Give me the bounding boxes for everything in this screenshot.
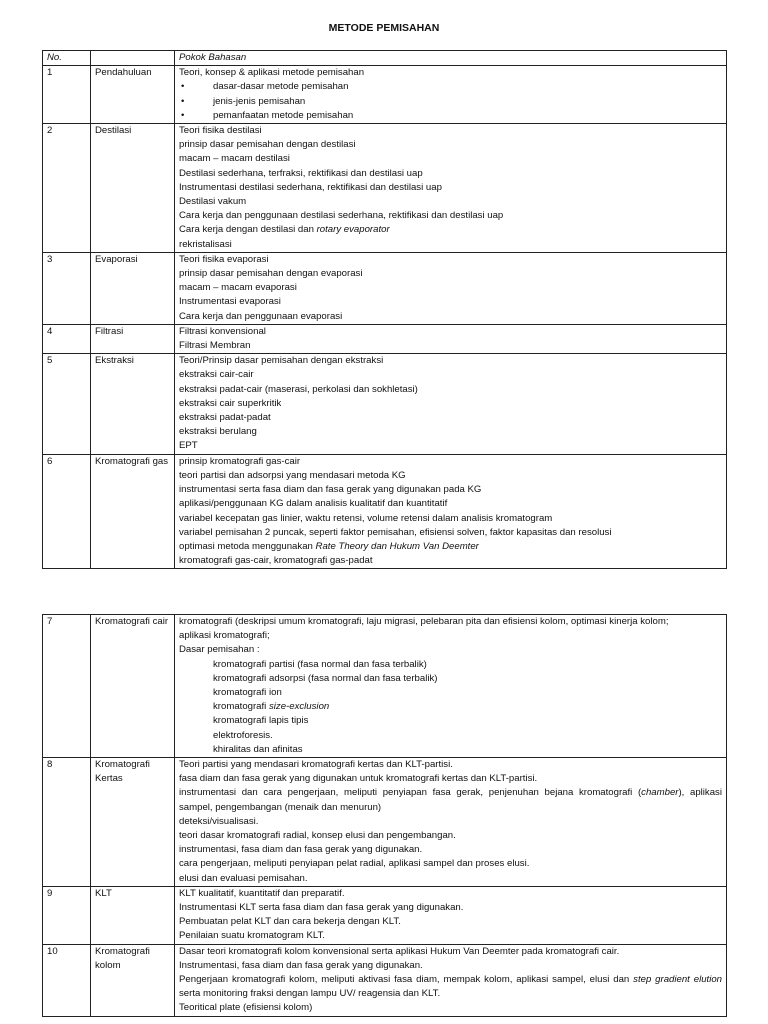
row-topic: Kromatografi cair bbox=[91, 615, 175, 758]
content-line bbox=[179, 540, 722, 554]
table-row bbox=[43, 615, 727, 758]
row-topic: Evaporasi bbox=[91, 252, 175, 324]
content-line: instrumentasi serta fasa diam dan fasa gerak yang digunakan pada KG bbox=[179, 484, 482, 496]
content-line: kromatografi lapis tipis bbox=[213, 715, 309, 727]
content-line bbox=[179, 223, 722, 237]
content-line: Penilaian suatu kromatogram KLT. bbox=[179, 930, 325, 942]
content-line: ekstraksi cair-cair bbox=[179, 369, 254, 381]
content-line: rekristalisasi bbox=[179, 238, 232, 250]
content-line: prinsip dasar pemisahan dengan evaporasi bbox=[179, 268, 363, 280]
row-content bbox=[175, 454, 727, 569]
content-line: variabel pemisahan 2 puncak, seperti faktor pemisahan, efisiensi solven, faktor kapasitas dan resolusi bbox=[179, 526, 612, 538]
content-line: KLT kualitatif, kuantitatif dan preparatif. bbox=[179, 887, 345, 899]
row-topic: Filtrasi bbox=[91, 324, 175, 353]
bullet-item bbox=[179, 80, 722, 94]
row-no: 9 bbox=[43, 886, 91, 944]
row-topic: Ekstraksi bbox=[91, 354, 175, 454]
content-line: Dasar teori kromatografi kolom konvensional serta aplikasi Hukum Van Deemter pada kromatografi cair. bbox=[179, 945, 620, 957]
content-line: elusi dan evaluasi pemisahan. bbox=[179, 872, 308, 884]
content-text: kromatografi bbox=[213, 701, 269, 713]
content-line: prinsip dasar pemisahan dengan destilasi bbox=[179, 139, 356, 151]
row-topic: KLT bbox=[91, 886, 175, 944]
content-line: jenis-jenis pemisahan bbox=[213, 95, 306, 107]
row-content bbox=[175, 615, 727, 758]
row-no: 10 bbox=[43, 944, 91, 1016]
content-line: macam – macam destilasi bbox=[179, 153, 290, 165]
bullet-item bbox=[179, 109, 722, 123]
content-line: kromatografi (deskripsi umum kromatografi, laju migrasi, pelebaran pita dan efisiensi kolom, optimasi kinerja kolom; bbox=[179, 616, 669, 627]
content-line: kromatografi gas-cair, kromatografi gas-padat bbox=[179, 555, 373, 567]
content-text: Cara kerja dengan destilasi dan bbox=[179, 224, 317, 236]
row-no: 6 bbox=[43, 454, 91, 569]
content-line: Cara kerja dan penggunaan destilasi sederhana, rektifikasi dan destilasi uap bbox=[179, 210, 504, 222]
content-line: Filtrasi konvensional bbox=[179, 325, 266, 337]
row-content bbox=[175, 324, 727, 353]
row-topic: Kromatografi kolom bbox=[91, 944, 175, 1016]
row-content bbox=[175, 66, 727, 124]
topics-table-1 bbox=[42, 50, 727, 569]
content-line: cara pengerjaan, meliputi penyiapan pelat radial, aplikasi sampel dan proses elusi. bbox=[179, 858, 530, 870]
header-no: No. bbox=[43, 51, 91, 66]
content-line bbox=[179, 973, 722, 1001]
content-text: serta monitoring fraksi dengan lampu UV/ reagensia dan KLT. bbox=[179, 988, 441, 1000]
row-content bbox=[175, 124, 727, 253]
content-line: Filtrasi Membran bbox=[179, 340, 251, 352]
header-pokok-bahasan: Pokok Bahasan bbox=[175, 51, 727, 66]
content-text-italic: Rate Theory dan Hukum Van Deemter bbox=[315, 540, 479, 552]
table-row bbox=[43, 886, 727, 944]
content-line: Teori fisika evaporasi bbox=[179, 253, 269, 265]
row-content bbox=[175, 886, 727, 944]
content-line: Pembuatan pelat KLT dan cara bekerja dengan KLT. bbox=[179, 916, 401, 928]
row-no: 8 bbox=[43, 758, 91, 887]
table-row bbox=[43, 66, 727, 124]
content-line: Teori partisi yang mendasari kromatografi kertas dan KLT-partisi. bbox=[179, 759, 453, 771]
row-topic: Destilasi bbox=[91, 124, 175, 253]
content-line: dasar-dasar metode pemisahan bbox=[213, 81, 349, 93]
content-line: aplikasi/penggunaan KG dalam analisis kualitatif dan kuantitatif bbox=[179, 498, 448, 510]
table-header-row bbox=[43, 51, 727, 66]
content-line: deteksi/visualisasi. bbox=[179, 815, 259, 827]
bullet-icon: • bbox=[181, 109, 185, 121]
content-line: ekstraksi padat-padat bbox=[179, 412, 271, 424]
content-line: aplikasi kromatografi; bbox=[179, 630, 270, 642]
header-topic bbox=[91, 51, 175, 66]
content-text: Pengerjaan kromatografi kolom, meliputi aktivasi fasa diam, mempak kolom, aplikasi sampel, elusi dan bbox=[179, 974, 634, 986]
content-line: Teori, konsep & aplikasi metode pemisahan bbox=[179, 67, 365, 79]
bullet-item bbox=[179, 95, 722, 109]
bullet-icon: • bbox=[181, 81, 185, 93]
content-line: ekstraksi padat-cair (maserasi, perkolasi dan sokhletasi) bbox=[179, 383, 418, 395]
content-line: instrumentasi, fasa diam dan fasa gerak yang digunakan. bbox=[179, 844, 423, 856]
content-line: elektroforesis. bbox=[213, 729, 273, 741]
content-line: kromatografi adsorpsi (fasa normal dan fasa terbalik) bbox=[213, 672, 438, 684]
content-line: ekstraksi cair superkritik bbox=[179, 397, 282, 409]
content-line: ekstraksi berulang bbox=[179, 426, 257, 438]
content-line: variabel kecepatan gas linier, waktu retensi, volume retensi dalam analisis kromatogram bbox=[179, 512, 553, 524]
content-line: Dasar pemisahan : bbox=[179, 644, 260, 656]
content-text: instrumentasi dan cara pengerjaan, meliputi penyiapan fasa gerak, penjenuhan bejana kromatografi ( bbox=[179, 787, 642, 799]
row-content bbox=[175, 758, 727, 887]
content-line: Instrumentasi destilasi sederhana, rektifikasi dan destilasi uap bbox=[179, 181, 442, 193]
content-text-italic: chamber bbox=[641, 787, 679, 799]
row-no: 5 bbox=[43, 354, 91, 454]
content-line: teori partisi dan adsorpsi yang mendasari metoda KG bbox=[179, 469, 406, 481]
content-text-italic: step gradient elution bbox=[633, 974, 722, 986]
row-no: 3 bbox=[43, 252, 91, 324]
table-row bbox=[43, 354, 727, 454]
table-row bbox=[43, 324, 727, 353]
table-row bbox=[43, 124, 727, 253]
row-content bbox=[175, 944, 727, 1016]
row-no: 1 bbox=[43, 66, 91, 124]
row-no: 2 bbox=[43, 124, 91, 253]
row-topic: Kromatografi Kertas bbox=[91, 758, 175, 887]
content-line: Teoritical plate (efisiensi kolom) bbox=[179, 1002, 313, 1014]
row-topic: Pendahuluan bbox=[91, 66, 175, 124]
content-line: EPT bbox=[179, 440, 198, 452]
content-line: Teori fisika destilasi bbox=[179, 125, 262, 137]
content-line bbox=[179, 786, 722, 814]
content-line: Destilasi vakum bbox=[179, 196, 247, 208]
content-line: khiralitas dan afinitas bbox=[213, 743, 303, 755]
content-text-italic: size-exclusion bbox=[268, 701, 330, 713]
row-topic: Kromatografi gas bbox=[91, 454, 175, 569]
content-line: kromatografi partisi (fasa normal dan fasa terbalik) bbox=[213, 658, 427, 670]
bullet-icon: • bbox=[181, 95, 185, 107]
content-line: Teori/Prinsip dasar pemisahan dengan ekstraksi bbox=[179, 355, 384, 367]
content-text-italic: rotary evaporator bbox=[316, 224, 390, 236]
row-content bbox=[175, 354, 727, 454]
content-line bbox=[179, 700, 722, 714]
content-line: Destilasi sederhana, terfraksi, rektifikasi dan destilasi uap bbox=[179, 167, 423, 179]
content-text: ), aplikasi sampel, pengembangan (menaik dan menurun) bbox=[179, 787, 722, 813]
table-row bbox=[43, 252, 727, 324]
content-line: pemanfaatan metode pemisahan bbox=[213, 109, 354, 121]
table-row bbox=[43, 454, 727, 569]
table-row bbox=[43, 944, 727, 1016]
content-text: optimasi metoda menggunakan bbox=[179, 540, 316, 552]
content-line: prinsip kromatografi gas-cair bbox=[179, 455, 301, 467]
content-line: Instrumentasi, fasa diam dan fasa gerak yang digunakan. bbox=[179, 959, 423, 971]
table-row bbox=[43, 758, 727, 887]
row-no: 4 bbox=[43, 324, 91, 353]
content-line: kromatografi ion bbox=[213, 687, 282, 699]
content-line: Instrumentasi KLT serta fasa diam dan fasa gerak yang digunakan. bbox=[179, 902, 464, 914]
content-line: Cara kerja dan penggunaan evaporasi bbox=[179, 310, 343, 322]
content-line: fasa diam dan fasa gerak yang digunakan untuk kromatografi kertas dan KLT-partisi. bbox=[179, 773, 538, 785]
content-line: macam – macam evaporasi bbox=[179, 282, 297, 294]
content-line: teori dasar kromatografi radial, konsep elusi dan pengembangan. bbox=[179, 830, 456, 842]
topics-table-2 bbox=[42, 614, 727, 1017]
page-title: METODE PEMISAHAN bbox=[328, 22, 440, 34]
row-no: 7 bbox=[43, 615, 91, 758]
row-content bbox=[175, 252, 727, 324]
content-line: Instrumentasi evaporasi bbox=[179, 296, 281, 308]
